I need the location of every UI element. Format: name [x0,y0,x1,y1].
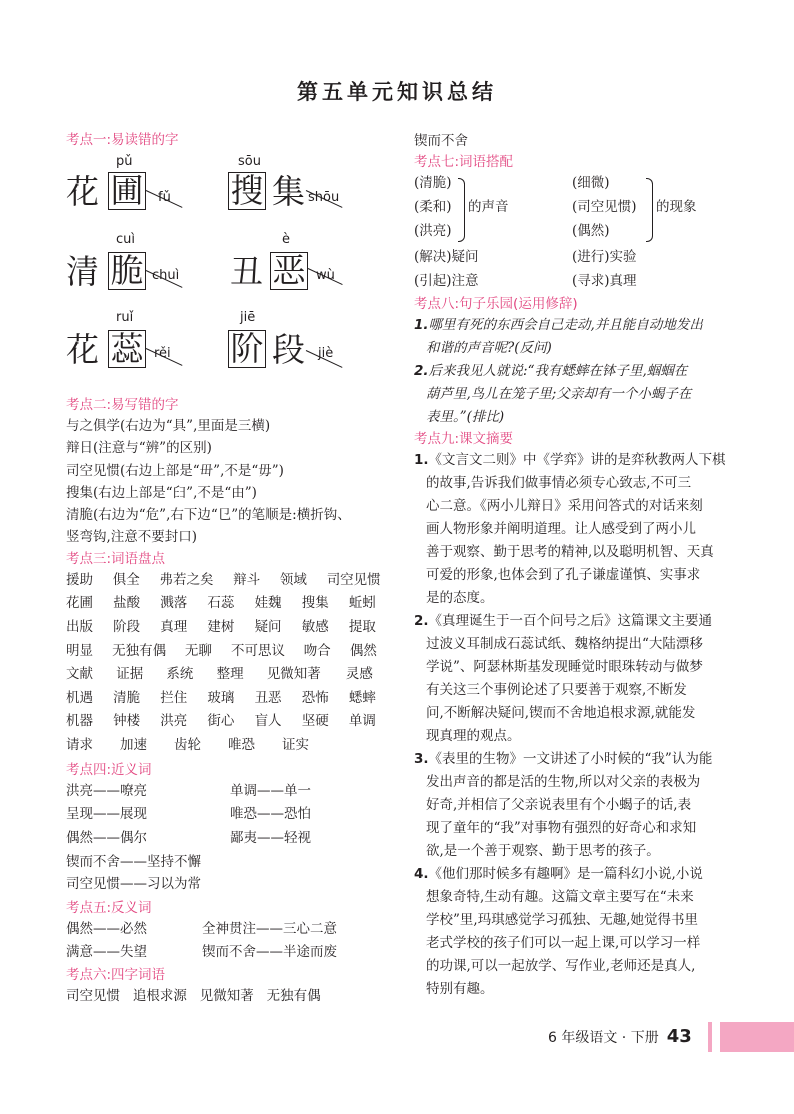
footer-grade: 6 年级语文 · 下册 [548,1030,659,1046]
item-text: 现真理的观点。 [426,728,521,745]
item-text: 老式学校的孩子们可以一起上课,可以学习一样 [426,935,701,952]
vocab-word: 吻合 [303,642,331,659]
item-line [414,817,786,840]
pinyin-top: sōu [238,154,261,169]
pinyin-practice [66,150,396,395]
k8-item [414,314,786,360]
vocab-word: 建树 [207,618,235,635]
item-line [414,314,786,337]
item-text: 欲,是一个善于观察、勤于思考的孩子。 [426,843,660,860]
vocab-word: 敏感 [301,618,329,635]
k2-list [66,415,396,549]
item-text: 哪里有死的东西会自己走动,并且能自动地发出 [428,317,703,334]
vocab-word: 不可思议 [231,642,286,659]
item-text: 《表里的生物》一文讲述了小时候的“我”认为能 [428,751,713,768]
item-line [414,955,786,978]
vocab-word: 系统 [166,666,194,683]
vocab-word: 见微知著 [266,666,321,683]
item-line [414,587,786,610]
vocab-word: 疑问 [254,618,282,635]
vocab-word: 领域 [279,571,307,588]
vocab-word: 盲人 [254,713,282,730]
synonym-pair: 司空见惯——习以为常 [66,876,201,893]
vocab-row [66,687,396,711]
char: 集 [272,172,305,211]
item-line [414,360,786,383]
vocab-word: 溅落 [160,595,188,612]
vocab-word: 机器 [66,713,93,730]
footer-bar [720,1022,794,1052]
item-line [414,679,786,702]
vocab-word: 蚯蚓 [348,595,376,612]
char-box: 脆 [108,252,146,290]
collocation-word: (偶然) [572,223,610,240]
vocab-word: 司空见惯 [326,571,381,588]
char: 段 [272,330,305,369]
brace-mark [646,178,653,242]
item-line [414,932,786,955]
item-number: 4. [414,866,429,883]
k6-line: 司空见惯 追根求源 见微知著 无独有偶 [66,988,321,1005]
k1-heading: 考点一:易读错的字 [66,132,179,148]
footer-bar-accent [708,1022,712,1052]
collocation-word: (寻求)真理 [572,273,637,290]
vocab-word: 丑恶 [254,689,282,706]
item-text: 《文言文二则》中《学弈》讲的是弈秋教两人下棋 [428,452,726,469]
item-line [414,886,786,909]
synonym-list [66,780,396,896]
k5-heading: 考点五:反义词 [66,899,152,916]
antonym-row [66,918,396,942]
antonym-pair: 锲而不舍——半途而废 [202,944,337,961]
vocab-grid [66,569,396,758]
item-line [414,406,786,429]
vocab-word: 搜集 [301,595,329,612]
item-line [414,541,786,564]
vocab-word: 请求 [66,736,93,753]
k4-heading: 考点四:近义词 [66,761,152,778]
pinyin-wrong: shōu [308,190,340,205]
vocab-word: 石蕊 [207,595,235,612]
collocation-word: (柔和) [414,199,452,216]
item-line [414,840,786,863]
char: 花 [66,172,99,211]
item-line [414,863,786,886]
vocab-word: 援助 [66,571,93,588]
antonym-row [66,941,396,965]
item-text: 过波义耳制成石蕊试纸、魏格纳提出“大陆漂移 [426,636,703,653]
vocab-word: 娃魏 [254,595,282,612]
vocab-word: 弗若之矣 [159,571,214,588]
synonym-pair: 鄙夷——轻视 [230,830,311,847]
collocation-word: (司空见惯) [572,199,637,216]
vocab-word: 清脆 [113,689,141,706]
brace-mark [458,178,465,242]
synonym-pair: 呈现——展现 [66,806,147,823]
vocab-word: 恐怖 [301,689,329,706]
item-text: 发出声音的都是活的生物,所以对父亲的表极为 [426,774,701,791]
item-line [414,978,786,1001]
vocab-word: 俱全 [112,571,140,588]
k2-line: 搜集(右边上部是“𦥑”,不是“由”) [66,484,257,501]
item-text: 《真理诞生于一百个问号之后》这篇课文主要通 [428,613,713,630]
item-line [414,564,786,587]
vocab-word: 洪亮 [160,713,188,730]
vocab-word: 钟楼 [113,713,141,730]
k9-item [414,610,786,748]
pinyin-top: cuì [116,232,135,247]
synonym-pair: 单调——单一 [230,782,311,799]
k9-item [414,863,786,1001]
vocab-word: 文献 [66,666,93,683]
k8-item [414,360,786,429]
item-line [414,337,786,360]
vocab-word: 偶然 [349,642,377,659]
item-text: 和谐的声音呢?(反问) [426,340,552,357]
vocab-word: 单调 [348,713,376,730]
summary-list [414,449,786,1001]
collocation-word: (解决)疑问 [414,249,479,266]
vocab-word: 加速 [120,736,147,753]
vocab-word: 提取 [348,618,376,635]
item-number: 1. [414,317,429,334]
char: 花 [66,330,99,369]
char-box: 搜 [228,172,266,210]
k7-heading: 考点七:词语搭配 [414,154,514,171]
k3-heading: 考点三:词语盘点 [66,550,166,567]
pinyin-wrong: rěi [154,346,171,361]
vocab-word: 出版 [66,618,93,635]
pinyin-top: pǔ [116,154,133,169]
item-text: 《他们那时候多有趣啊》是一篇科幻小说,小说 [428,866,703,883]
synonym-pair: 锲而不舍——坚持不懈 [66,853,201,870]
item-line [414,449,786,472]
item-line [414,472,786,495]
vocab-word: 灵感 [345,666,373,683]
item-line [414,771,786,794]
item-text: 学说”、阿瑟林斯基发现睡觉时眼珠转动与做梦 [426,659,703,676]
vocab-row [66,569,396,593]
vocab-word: 拦住 [160,689,188,706]
pinyin-wrong: chuì [152,268,180,283]
item-text: 的功课,可以一起放学、写作业,老师还是真人, [426,958,696,975]
k9-item [414,748,786,863]
vocab-row [66,616,396,640]
pinyin-wrong: fǔ [158,190,171,205]
collocation-word: (进行)实验 [572,249,637,266]
collocation-tail: 的声音 [468,199,509,216]
item-text: 有关这三个事例论述了只要善于观察,不断发 [426,682,687,699]
antonym-pair: 偶然——必然 [66,920,147,937]
vocab-row [66,734,396,758]
item-text: 表里。”(排比) [426,409,505,426]
vocab-row [66,710,396,734]
sentence-list [414,314,786,429]
char-box: 蕊 [108,330,146,368]
vocab-word: 花圃 [66,595,93,612]
page-title: 第五单元知识总结 [297,80,497,104]
k9-heading: 考点九:课文摘要 [414,431,514,448]
footer [548,1026,692,1047]
k2-line: 辩日(注意与“辨”的区别) [66,440,212,457]
k2-heading: 考点二:易写错的字 [66,397,179,413]
synonym-row [66,780,396,804]
item-text: 好奇,并相信了父亲说表里有个小蝎子的话,表 [426,797,692,814]
item-text: 想象奇特,生动有趣。这篇文章主要写在“未来 [426,889,694,906]
item-number: 3. [414,751,429,768]
vocab-row [66,663,396,687]
k8-heading: 考点八:句子乐园(运用修辞) [414,296,578,313]
item-text: 是的态度。 [426,590,494,607]
pinyin-top: è [282,232,290,247]
antonym-pair: 满意——失望 [66,944,147,961]
item-line [414,909,786,932]
collocation-word: (引起)注意 [414,273,479,290]
vocab-word: 齿轮 [174,736,201,753]
vocab-word: 无独有偶 [112,642,167,659]
vocab-word: 真理 [160,618,188,635]
item-number: 2. [414,613,429,630]
page-number: 43 [666,1026,692,1047]
k2-line: 司空见惯(右边上部是“毌”,不是“毋”) [66,462,284,479]
item-line [414,748,786,771]
char-box: 圃 [108,172,146,210]
item-line [414,633,786,656]
k2-line: 与之俱学(右边为“具”,里面是三横) [66,418,271,434]
vocab-word: 玻璃 [207,689,235,706]
item-line [414,725,786,748]
item-text: 学校”里,玛琪感觉学习孤独、无趣,她觉得书里 [426,912,698,929]
vocab-word: 辩斗 [233,571,261,588]
pinyin-top: jiē [240,310,256,325]
vocab-word: 整理 [216,666,244,683]
item-text: 葫芦里,鸟儿在笼子里;父亲却有一个小蝎子在 [426,386,692,403]
k9-item [414,449,786,610]
item-text: 可爱的形象,也体会到了孔子谦虚谨慎、实事求 [426,567,701,584]
vocab-row [66,592,396,616]
collocation-block [414,172,786,298]
item-number: 1. [414,452,429,469]
synonym-row [66,827,396,851]
item-line [414,610,786,633]
k6-heading: 考点六:四字词语 [66,967,166,984]
item-line [414,518,786,541]
vocab-word: 街心 [207,713,235,730]
item-text: 特别有趣。 [426,981,494,998]
vocab-word: 明显 [66,642,93,659]
vocab-word: 证实 [282,736,309,753]
char-box: 恶 [270,252,308,290]
antonym-list [66,918,396,966]
char: 清 [66,252,99,291]
collocation-word: (细微) [572,175,610,192]
vocab-row [66,640,396,664]
item-number: 2. [414,363,429,380]
collocation-word: (清脆) [414,175,452,192]
k2-line: 清脆(右边为“危”,右下边“㔾”的笔顺是:横折钩、 [66,507,351,524]
antonym-pair: 全神贯注——三心二意 [202,920,337,937]
synonym-pair: 洪亮——嘹亮 [66,782,147,799]
item-text: 画人物形象并阐明道理。让人感受到了两小儿 [426,521,696,538]
synonym-row [66,803,396,827]
item-line [414,656,786,679]
left-column [66,130,396,1007]
vocab-word: 盐酸 [113,595,141,612]
k6-continued: 锲而不舍 [414,133,468,149]
synonym-pair: 偶然——偶尔 [66,830,147,847]
collocation-word: (洪亮) [414,223,452,240]
item-text: 问,不断解决疑问,锲而不舍地追根求源,就能发 [426,705,696,722]
char: 丑 [230,252,263,291]
item-line [414,383,786,406]
pinyin-top: ruǐ [116,310,134,325]
item-text: 心二意。《两小儿辩日》采用问答式的对话来刻 [426,498,703,515]
vocab-word: 坚硬 [301,713,329,730]
vocab-word: 唯恐 [228,736,255,753]
item-text: 现了童年的“我”对事物有强烈的好奇心和求知 [426,820,697,837]
right-column [414,130,786,1001]
collocation-tail: 的现象 [656,199,697,216]
item-text: 善于观察、勤于思考的精神,以及聪明机智、天真 [426,544,714,561]
item-line [414,495,786,518]
char-box: 阶 [228,330,266,368]
vocab-word: 阶段 [113,618,141,635]
pinyin-wrong: wù [316,268,335,283]
pinyin-wrong: jiè [318,346,334,361]
k2-line: 竖弯钩,注意不要封口) [66,529,198,546]
item-text: 的故事,告诉我们做事情必须专心致志,不可三 [426,475,692,492]
vocab-word: 蟋蟀 [348,689,376,706]
vocab-word: 证据 [116,666,144,683]
vocab-word: 机遇 [66,689,93,706]
vocab-word: 无聊 [184,642,212,659]
item-line [414,794,786,817]
item-text: 后来我见人就说:“我有蟋蟀在钵子里,蝈蝈在 [428,363,688,380]
item-line [414,702,786,725]
synonym-pair: 唯恐——恐怕 [230,806,311,823]
